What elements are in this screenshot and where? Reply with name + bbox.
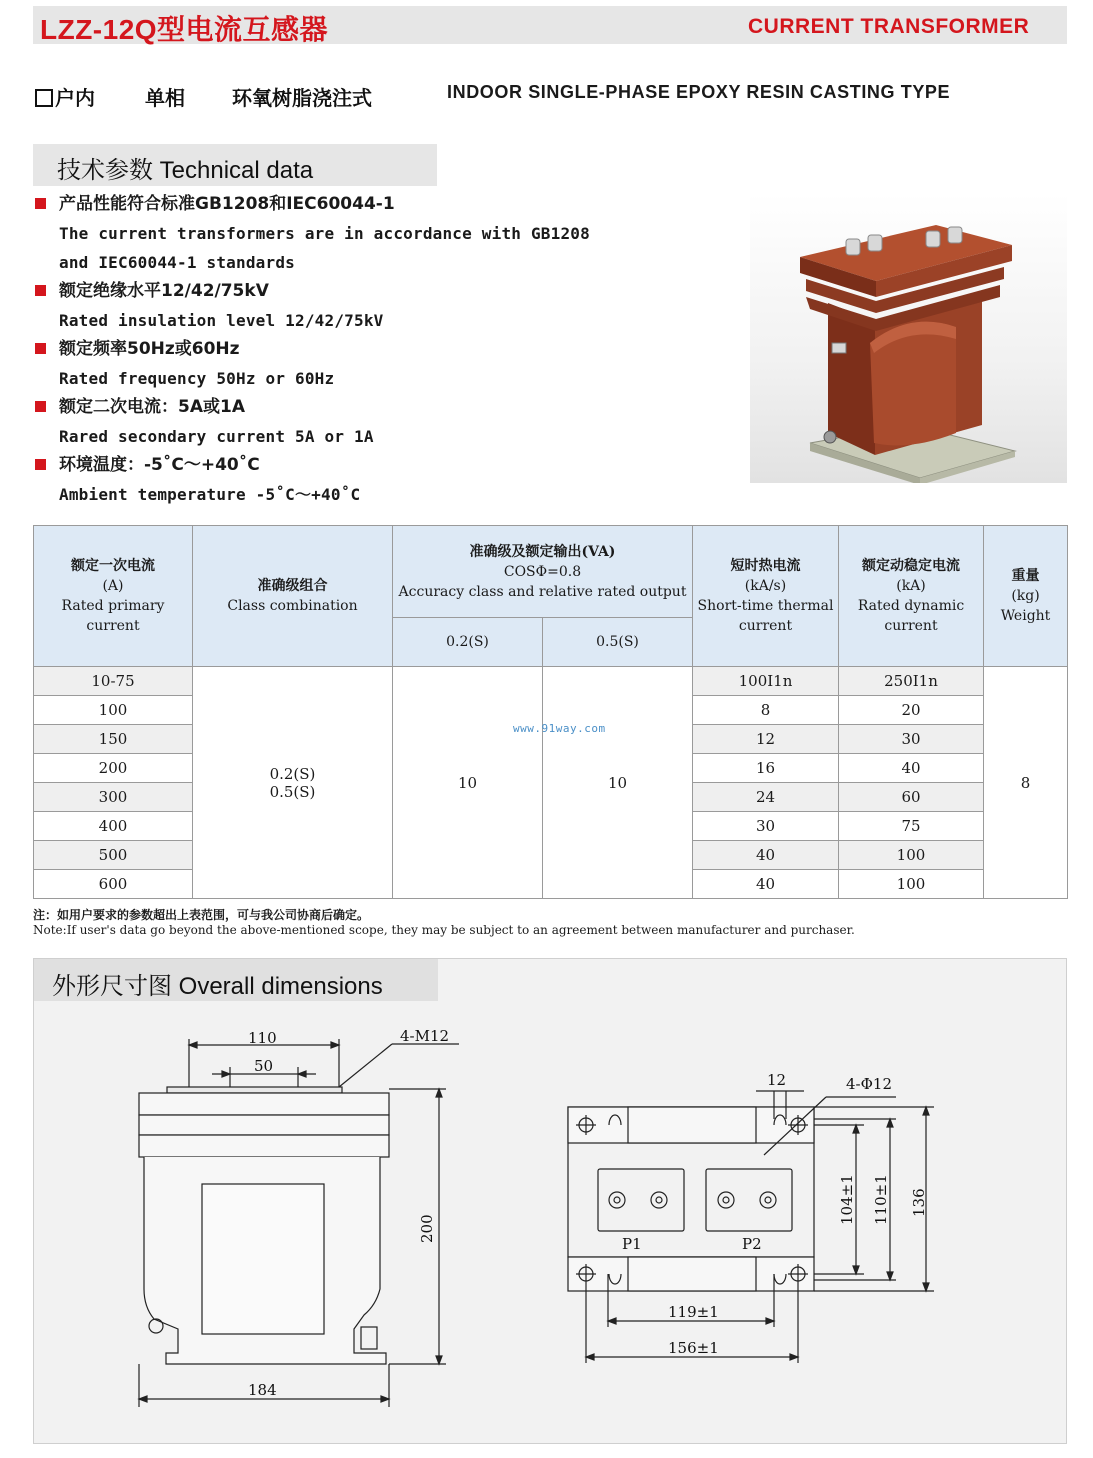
- bullet-icon: [35, 198, 46, 209]
- spec-list: [33, 190, 593, 509]
- single-phase-label: 单相: [145, 86, 185, 110]
- product-photo: [750, 193, 1067, 483]
- technical-data-heading: 技术参数 Technical data: [33, 144, 437, 186]
- table-row: 200 16 40: [34, 754, 1068, 783]
- table-row: 10-75 0.2(S) 0.5(S) 10 10 100I1n 250I1n 8: [34, 667, 1068, 696]
- spec-item-temperature: 环境温度：-5˚C～+40˚C Ambient temperature -5˚C～+40˚C: [33, 451, 593, 509]
- dim-110-label: 110: [248, 1029, 277, 1047]
- subtitle-en: INDOOR SINGLE-PHASE EPOXY RESIN CASTING TYPE: [447, 82, 951, 102]
- bullet-icon: [35, 401, 46, 412]
- dim-200-label: 200: [418, 1214, 436, 1243]
- dim-136-label: 136: [910, 1188, 928, 1217]
- bullet-icon: [35, 343, 46, 354]
- table-row: 150 12 30: [34, 725, 1068, 754]
- col-header-class-05: 0.5(S): [543, 618, 693, 667]
- indoor-label: 户内: [35, 82, 95, 111]
- col-header-weight: 重量 (kg) Weight: [984, 526, 1068, 667]
- dim-184-label: 184: [248, 1381, 277, 1399]
- table-row: 400 30 75: [34, 812, 1068, 841]
- dim-110b-label: 110±1: [872, 1174, 890, 1225]
- col-header-primary-current: 额定一次电流 (A) Rated primary current: [34, 526, 193, 667]
- table-row: 600 40 100: [34, 870, 1068, 899]
- table-row: 500 40 100: [34, 841, 1068, 870]
- bullet-icon: [35, 285, 46, 296]
- class-combination-cell: 0.2(S) 0.5(S): [193, 667, 393, 899]
- table-row: 100 8 20: [34, 696, 1068, 725]
- weight-cell: 8: [984, 667, 1068, 899]
- bullet-icon: [35, 459, 46, 470]
- dim-156-label: 156±1: [668, 1339, 719, 1357]
- dim-104-label: 104±1: [838, 1174, 856, 1225]
- terminal-p2-label: P2: [742, 1235, 762, 1253]
- col-header-class-combination: 准确级组合 Class combination: [193, 526, 393, 667]
- resin-label: 环氧树脂浇注式: [232, 86, 372, 110]
- dimension-drawing: [34, 959, 1068, 1445]
- output-05-cell: 10: [543, 667, 693, 899]
- output-02-cell: 10: [393, 667, 543, 899]
- table-row: 300 24 60: [34, 783, 1068, 812]
- note-en: Note:If user's data go beyond the above-mentioned scope, they may be subject to an agreement between manufacturer and purchaser.: [33, 923, 855, 937]
- dim-phi12-label: 4-Φ12: [846, 1075, 892, 1093]
- dimensions-heading: 外形尺寸图 Overall dimensions: [34, 959, 438, 1001]
- col-header-dynamic-current: 额定动稳定电流 (kA) Rated dynamic current: [839, 526, 984, 667]
- spec-item-standard: 产品性能符合标准GB1208和IEC60044-1 The current transformers are in accordance with GB1208 and IEC60044-1 standards: [33, 190, 593, 277]
- col-header-thermal-current: 短时热电流 (kA/s) Short-time thermal current: [693, 526, 839, 667]
- product-title-cn: LZZ-12Q型电流互感器: [40, 14, 329, 45]
- col-header-accuracy-output: 准确级及额定输出(VA) COSΦ=0.8 Accuracy class and relative rated output: [393, 526, 693, 618]
- dim-12-label: 12: [767, 1071, 787, 1089]
- watermark-text: www.91way.com: [513, 722, 606, 735]
- terminal-p1-label: P1: [622, 1235, 642, 1253]
- dim-m12-label: 4-M12: [400, 1027, 450, 1045]
- checkbox-icon: [35, 89, 53, 107]
- transformer-illustration: [750, 193, 1067, 483]
- col-header-class-02: 0.2(S): [393, 618, 543, 667]
- dimensions-panel: [33, 958, 1067, 1444]
- spec-item-insulation: 额定绝缘水平12/42/75kV Rated insulation level 12/42/75kV: [33, 277, 593, 335]
- specification-table: [33, 525, 1068, 899]
- product-title-en: CURRENT TRANSFORMER: [748, 15, 1030, 38]
- note-cn: 注：如用户要求的参数超出上表范围，可与我公司协商后确定。: [33, 908, 370, 922]
- spec-item-frequency: 额定频率50Hz或60Hz Rated frequency 50Hz or 60Hz: [33, 335, 593, 393]
- spec-item-secondary-current: 额定二次电流：5A或1A Rared secondary current 5A or 1A: [33, 393, 593, 451]
- dim-50-label: 50: [254, 1057, 274, 1075]
- dim-119-label: 119±1: [668, 1303, 719, 1321]
